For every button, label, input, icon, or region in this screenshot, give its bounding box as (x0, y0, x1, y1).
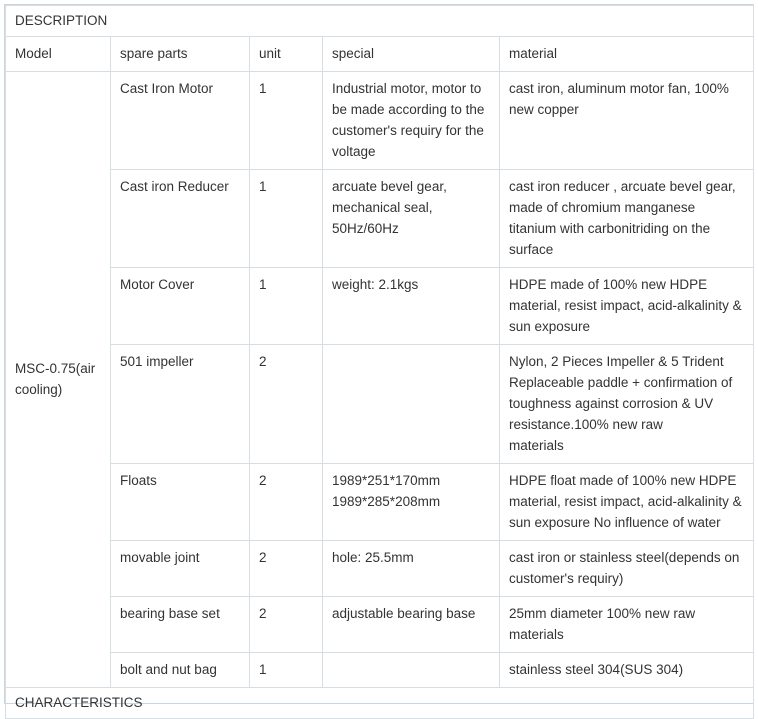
special-cell (323, 464, 500, 541)
material-cell: cast iron or stainless steel(depends on customer's requiry) (500, 541, 754, 597)
special-cell: weight: 2.1kgs (323, 268, 500, 345)
section-title-description: DESCRIPTION (6, 6, 754, 37)
table-row (6, 170, 754, 268)
spec-table (5, 5, 754, 719)
model-cell: MSC-0.75(air cooling) (6, 72, 111, 688)
material-text: Nylon, 2 Pieces Impeller & 5 Trident Replaceable paddle + confirmation of toughness against corrosion & UV resistance.100% new raw (509, 354, 733, 432)
material-text-extra: materials (509, 438, 564, 453)
material-cell: cast iron reducer , arcuate bevel gear, made of chromium manganese titanium with carbonitriding on the surface (500, 170, 754, 268)
part-cell: bearing base set (111, 597, 250, 653)
material-cell: cast iron, aluminum motor fan, 100% new copper (500, 72, 754, 170)
section-title-characteristics: CHARACTERISTICS (6, 688, 754, 719)
table-row (6, 541, 754, 597)
special-text: 1989*251*170mm (332, 473, 441, 488)
unit-cell: 2 (250, 345, 323, 464)
unit-cell: 1 (250, 653, 323, 688)
part-cell: Motor Cover (111, 268, 250, 345)
part-cell: 501 impeller (111, 345, 250, 464)
table-row (6, 345, 754, 464)
unit-cell: 2 (250, 541, 323, 597)
material-cell: HDPE float made of 100% new HDPE material, resist impact, acid-alkalinity & sun exposure No influence of water (500, 464, 754, 541)
part-cell: Cast iron Reducer (111, 170, 250, 268)
material-cell: 25mm diameter 100% new raw materials (500, 597, 754, 653)
material-cell: stainless steel 304(SUS 304) (500, 653, 754, 688)
special-cell: adjustable bearing base (323, 597, 500, 653)
table-row (6, 653, 754, 688)
material-cell (500, 345, 754, 464)
material-cell: HDPE made of 100% new HDPE material, resist impact, acid-alkalinity & sun exposure (500, 268, 754, 345)
unit-cell: 1 (250, 170, 323, 268)
unit-cell: 2 (250, 597, 323, 653)
table-row (6, 72, 754, 170)
header-material: material (500, 37, 754, 72)
header-model: Model (6, 37, 111, 72)
table-row (6, 268, 754, 345)
part-cell: bolt and nut bag (111, 653, 250, 688)
special-cell: hole: 25.5mm (323, 541, 500, 597)
unit-cell: 1 (250, 72, 323, 170)
part-cell: movable joint (111, 541, 250, 597)
table-row (6, 464, 754, 541)
part-cell: Cast Iron Motor (111, 72, 250, 170)
header-row (6, 37, 754, 72)
header-special: special (323, 37, 500, 72)
special-cell: Industrial motor, motor to be made according to the customer's requiry for the voltage (323, 72, 500, 170)
unit-cell: 2 (250, 464, 323, 541)
table-row (6, 597, 754, 653)
special-cell (323, 345, 500, 464)
header-unit: unit (250, 37, 323, 72)
special-cell: arcuate bevel gear, mechanical seal, 50Hz/60Hz (323, 170, 500, 268)
header-spare-parts: spare parts (111, 37, 250, 72)
characteristics-row (6, 688, 754, 719)
description-row (6, 6, 754, 37)
unit-cell: 1 (250, 268, 323, 345)
special-cell (323, 653, 500, 688)
part-cell: Floats (111, 464, 250, 541)
special-text-extra: 1989*285*208mm (332, 494, 441, 509)
